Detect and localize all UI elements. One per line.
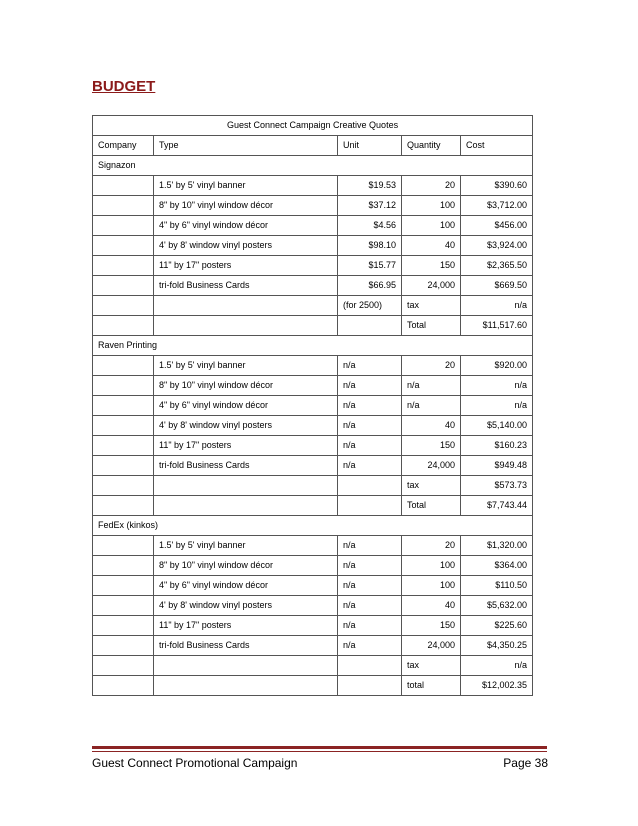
table-cell: tax <box>402 656 461 676</box>
table-cell: tax <box>402 296 461 316</box>
table-cell: Total <box>402 496 461 516</box>
table-cell <box>93 256 154 276</box>
table-cell: $573.73 <box>461 476 533 496</box>
budget-table <box>92 115 533 696</box>
table-cell <box>93 236 154 256</box>
table-cell: tri-fold Business Cards <box>154 456 338 476</box>
table-cell: 150 <box>402 436 461 456</box>
table-cell: 100 <box>402 196 461 216</box>
table-header-row <box>93 136 533 156</box>
table-cell: $160.23 <box>461 436 533 456</box>
company-name: Raven Printing <box>93 336 533 356</box>
table-cell: n/a <box>461 396 533 416</box>
company-row <box>93 336 533 356</box>
table-cell <box>93 496 154 516</box>
table-cell: 24,000 <box>402 456 461 476</box>
table-cell <box>93 436 154 456</box>
table-row <box>93 456 533 476</box>
table-row <box>93 656 533 676</box>
table-cell: n/a <box>338 576 402 596</box>
table-cell: $225.60 <box>461 616 533 636</box>
table-row <box>93 356 533 376</box>
table-row <box>93 296 533 316</box>
table-title-row <box>93 116 533 136</box>
table-cell: $5,140.00 <box>461 416 533 436</box>
table-cell <box>154 656 338 676</box>
table-cell: $15.77 <box>338 256 402 276</box>
table-cell: $4,350.25 <box>461 636 533 656</box>
table-cell: $920.00 <box>461 356 533 376</box>
table-cell <box>93 456 154 476</box>
table-cell: $11,517.60 <box>461 316 533 336</box>
table-row <box>93 556 533 576</box>
table-cell: tax <box>402 476 461 496</box>
table-cell: 4" by 6" vinyl window décor <box>154 216 338 236</box>
table-cell: 20 <box>402 356 461 376</box>
column-header: Type <box>154 136 338 156</box>
table-cell: tri-fold Business Cards <box>154 636 338 656</box>
table-cell <box>338 316 402 336</box>
table-cell: $19.53 <box>338 176 402 196</box>
table-row <box>93 216 533 236</box>
table-cell: 20 <box>402 536 461 556</box>
table-cell: $3,712.00 <box>461 196 533 216</box>
table-cell <box>338 476 402 496</box>
table-cell: $364.00 <box>461 556 533 576</box>
table-cell: 1.5' by 5' vinyl banner <box>154 536 338 556</box>
table-cell: n/a <box>338 396 402 416</box>
table-cell <box>93 196 154 216</box>
table-cell: 100 <box>402 576 461 596</box>
table-cell <box>93 616 154 636</box>
footer-rule-thick <box>92 746 547 749</box>
table-cell: 8" by 10" vinyl window décor <box>154 196 338 216</box>
table-row <box>93 496 533 516</box>
table-cell: $1,320.00 <box>461 536 533 556</box>
table-cell: 40 <box>402 596 461 616</box>
table-row <box>93 376 533 396</box>
table-cell <box>154 496 338 516</box>
table-row <box>93 176 533 196</box>
table-cell: 8" by 10" vinyl window décor <box>154 556 338 576</box>
table-cell <box>93 536 154 556</box>
table-row <box>93 636 533 656</box>
table-cell: $456.00 <box>461 216 533 236</box>
table-cell: 150 <box>402 616 461 636</box>
page-number: Page 38 <box>503 756 548 770</box>
table-cell <box>93 576 154 596</box>
table-row <box>93 236 533 256</box>
table-row <box>93 316 533 336</box>
table-cell <box>93 276 154 296</box>
table-cell: total <box>402 676 461 696</box>
table-cell: n/a <box>338 616 402 636</box>
table-cell <box>93 216 154 236</box>
table-cell: $390.60 <box>461 176 533 196</box>
table-title: Guest Connect Campaign Creative Quotes <box>93 116 533 136</box>
table-cell: n/a <box>338 536 402 556</box>
table-cell <box>154 296 338 316</box>
table-cell: 40 <box>402 236 461 256</box>
table-cell: n/a <box>338 436 402 456</box>
table-cell <box>93 296 154 316</box>
budget-table-body <box>93 116 533 696</box>
table-cell <box>93 676 154 696</box>
table-row <box>93 596 533 616</box>
table-cell: n/a <box>338 356 402 376</box>
table-row <box>93 536 533 556</box>
table-cell: 4" by 6" vinyl window décor <box>154 396 338 416</box>
table-cell: n/a <box>402 396 461 416</box>
table-cell <box>154 676 338 696</box>
page-heading: BUDGET <box>92 78 156 95</box>
company-name: Signazon <box>93 156 533 176</box>
table-cell: $110.50 <box>461 576 533 596</box>
table-cell: $66.95 <box>338 276 402 296</box>
table-cell: 24,000 <box>402 276 461 296</box>
table-cell <box>93 416 154 436</box>
table-cell: n/a <box>338 556 402 576</box>
table-cell <box>338 656 402 676</box>
table-cell: 8" by 10" vinyl window décor <box>154 376 338 396</box>
table-cell: n/a <box>461 376 533 396</box>
table-cell <box>93 396 154 416</box>
table-row <box>93 436 533 456</box>
table-cell: $2,365.50 <box>461 256 533 276</box>
table-cell <box>93 656 154 676</box>
table-cell <box>93 376 154 396</box>
table-cell <box>154 476 338 496</box>
table-cell: 1.5' by 5' vinyl banner <box>154 176 338 196</box>
table-cell: $949.48 <box>461 456 533 476</box>
table-cell: $7,743.44 <box>461 496 533 516</box>
table-cell: 20 <box>402 176 461 196</box>
table-row <box>93 476 533 496</box>
table-cell: Total <box>402 316 461 336</box>
table-cell <box>338 496 402 516</box>
table-cell: 24,000 <box>402 636 461 656</box>
table-cell: n/a <box>338 376 402 396</box>
table-row <box>93 196 533 216</box>
table-cell <box>93 636 154 656</box>
table-cell: 11" by 17" posters <box>154 616 338 636</box>
table-cell: n/a <box>338 416 402 436</box>
table-cell: n/a <box>338 636 402 656</box>
table-cell: 150 <box>402 256 461 276</box>
table-cell: 100 <box>402 556 461 576</box>
table-cell: $12,002.35 <box>461 676 533 696</box>
table-cell <box>93 176 154 196</box>
table-row <box>93 676 533 696</box>
table-cell: 4' by 8' window vinyl posters <box>154 416 338 436</box>
table-cell: $5,632.00 <box>461 596 533 616</box>
table-cell: $37.12 <box>338 196 402 216</box>
table-cell: 11" by 17" posters <box>154 256 338 276</box>
table-cell: $669.50 <box>461 276 533 296</box>
table-cell: 40 <box>402 416 461 436</box>
table-cell: 1.5' by 5' vinyl banner <box>154 356 338 376</box>
table-cell: n/a <box>402 376 461 396</box>
table-cell <box>154 316 338 336</box>
table-cell: n/a <box>338 596 402 616</box>
table-cell <box>93 476 154 496</box>
table-row <box>93 276 533 296</box>
table-cell: 4' by 8' window vinyl posters <box>154 596 338 616</box>
footer-rule-thin <box>92 751 547 752</box>
company-row <box>93 156 533 176</box>
column-header: Unit <box>338 136 402 156</box>
table-cell: $98.10 <box>338 236 402 256</box>
company-name: FedEx (kinkos) <box>93 516 533 536</box>
table-cell: 4" by 6" vinyl window décor <box>154 576 338 596</box>
table-cell: 100 <box>402 216 461 236</box>
table-row <box>93 576 533 596</box>
column-header: Cost <box>461 136 533 156</box>
table-cell: n/a <box>461 296 533 316</box>
table-cell: (for 2500) <box>338 296 402 316</box>
table-cell: 11" by 17" posters <box>154 436 338 456</box>
table-cell: tri-fold Business Cards <box>154 276 338 296</box>
footer-title: Guest Connect Promotional Campaign <box>92 756 298 770</box>
table-cell: n/a <box>461 656 533 676</box>
table-cell: $4.56 <box>338 216 402 236</box>
column-header: Quantity <box>402 136 461 156</box>
table-cell <box>93 556 154 576</box>
table-cell <box>93 356 154 376</box>
table-row <box>93 256 533 276</box>
table-row <box>93 396 533 416</box>
table-cell: 4' by 8' window vinyl posters <box>154 236 338 256</box>
company-row <box>93 516 533 536</box>
table-row <box>93 616 533 636</box>
column-header: Company <box>93 136 154 156</box>
table-cell: n/a <box>338 456 402 476</box>
table-cell <box>93 316 154 336</box>
table-cell <box>93 596 154 616</box>
table-row <box>93 416 533 436</box>
table-cell: $3,924.00 <box>461 236 533 256</box>
table-cell <box>338 676 402 696</box>
